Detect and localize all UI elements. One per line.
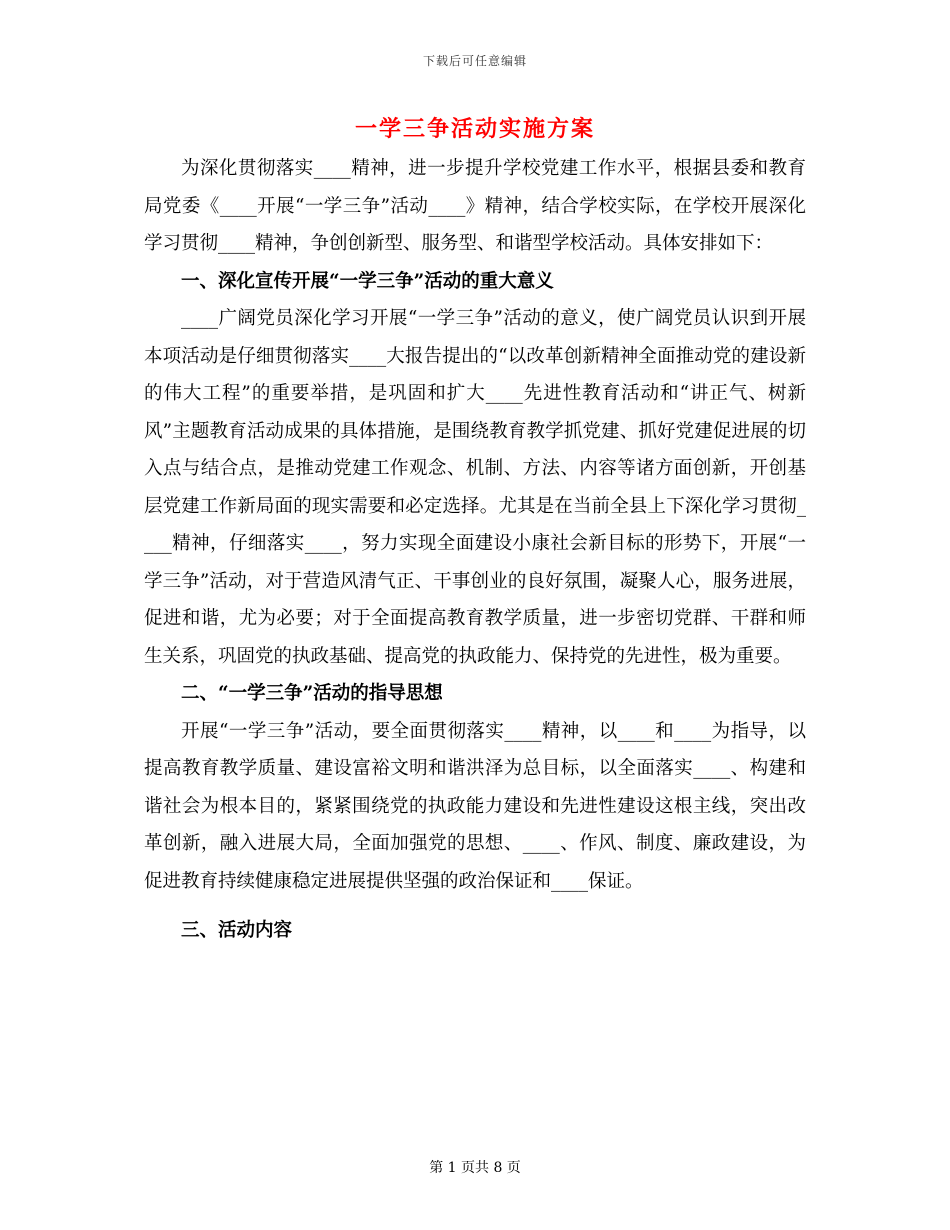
document-title: 一学三争活动实施方案 [354, 116, 595, 142]
page-footer: 第 1 页共 8 页 [429, 1160, 521, 1176]
section-2-paragraph: 开展“一学三争”活动，要全面贯彻落实____精神，以____和____为指导，以提高教育教学质量、建设富裕文明和谐洪泽为总目标，以全面落实____、构建和谐社会为根本目的，紧紧围绕党的执政能力建设和先进性建设这根主线，突出改革创新，融入进展大局，全面加强党的思想、____、作风、制度、廉政建设，为促进教育持续健康稳定进展提供坚强的政治保证和____保证。 [144, 720, 806, 892]
section-1-paragraph: ____广阔党员深化学习开展“一学三争”活动的意义，使广阔党员认识到开展本项活动是仔细贯彻落实____大报告提出的“以改革创新精神全面推动党的建设新的伟大工程”的重要举措，是巩固和扩大____先进性教育活动和“讲正气、树新风”主题教育活动成果的具体措施，是围绕教育教学抓党建、抓好党建促进展的切入点与结合点，是推动党建工作观念、机制、方法、内容等诸方面创新，开创基层党建工作新局面的现实需要和必定选择。尤其是在当前全县上下深化学习贯彻____精神，仔细落实____，努力实现全面建设小康社会新目标的形势下，开展“一学三争”活动，对于营造风清气正、干事创业的良好氛围，凝聚人心，服务进展，促进和谐，尤为必要；对于全面提高教育教学质量，进一步密切党群、干群和师生关系，巩固党的执政基础、提高党的执政能力、保持党的先进性，极为重要。 [144, 308, 806, 667]
header-note: 下载后可任意编辑 [422, 54, 527, 68]
document-body [144, 150, 806, 950]
section-heading-1: 一、深化宣传开展“一学三争”活动的重大意义 [181, 270, 554, 292]
section-heading-2: 二、“一学三争”活动的指导思想 [181, 683, 443, 704]
section-heading-3: 三、活动内容 [181, 920, 293, 941]
intro-paragraph: 为深化贯彻落实____精神，进一步提升学校党建工作水平，根据县委和教育局党委《____开展“一学三争”活动____》精神，结合学校实际，在学校开展深化学习贯彻____精神，争创创新型、服务型、和谐型学校活动。具体安排如下： [144, 158, 806, 254]
